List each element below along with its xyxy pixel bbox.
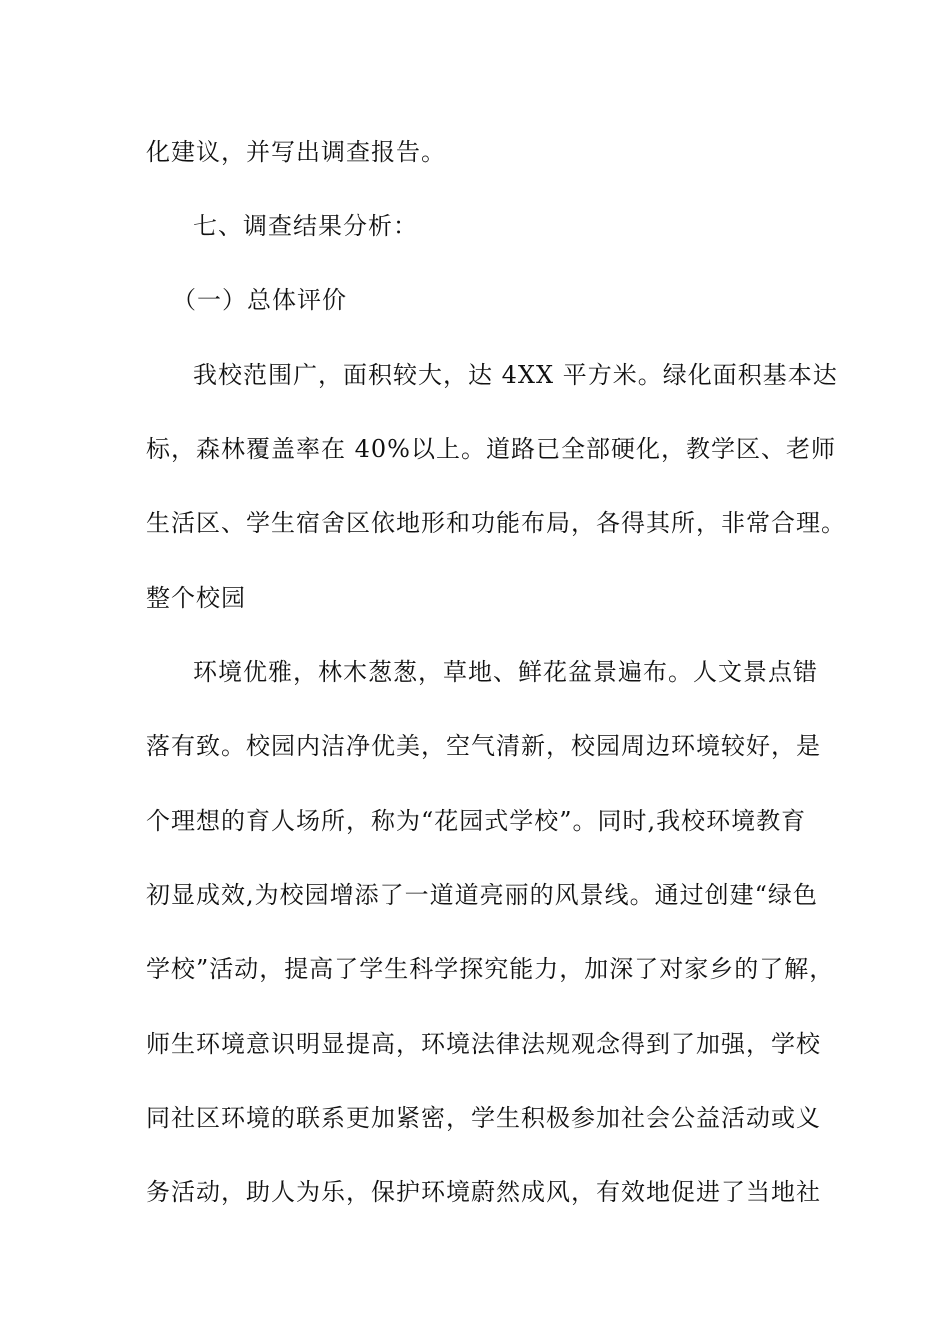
paragraph-line: 务活动，助人为乐，保护环境蔚然成风，有效地促进了当地社 <box>146 1178 821 1206</box>
text-line: 化建议，并写出调查报告。 <box>146 138 446 166</box>
paragraph-line: 个理想的育人场所，称为“花园式学校”。同时,我校环境教育 <box>146 807 807 835</box>
subsection-heading: （一）总体评价 <box>172 286 347 314</box>
paragraph-line: 标，森林覆盖率在 40%以上。道路已全部硬化，教学区、老师 <box>146 435 836 463</box>
section-heading: 七、调查结果分析： <box>193 212 418 240</box>
paragraph-line: 落有致。校园内洁净优美，空气清新，校园周边环境较好，是 <box>146 732 821 760</box>
paragraph-line: 生活区、学生宿舍区依地形和功能布局，各得其所，非常合理。 <box>146 509 846 537</box>
paragraph-line: 环境优雅，林木葱葱，草地、鲜花盆景遍布。人文景点错 <box>193 658 818 686</box>
paragraph-line: 初显成效,为校园增添了一道道亮丽的风景线。通过创建“绿色 <box>146 881 818 909</box>
paragraph-line: 整个校园 <box>146 584 246 612</box>
paragraph-line: 学校”活动，提高了学生科学探究能力，加深了对家乡的了解， <box>146 955 835 983</box>
paragraph-line: 同社区环境的联系更加紧密，学生积极参加社会公益活动或义 <box>146 1104 821 1132</box>
paragraph-line: 师生环境意识明显提高，环境法律法规观念得到了加强，学校 <box>146 1030 821 1058</box>
paragraph-line: 我校范围广，面积较大，达 4XX 平方米。绿化面积基本达 <box>193 361 838 389</box>
